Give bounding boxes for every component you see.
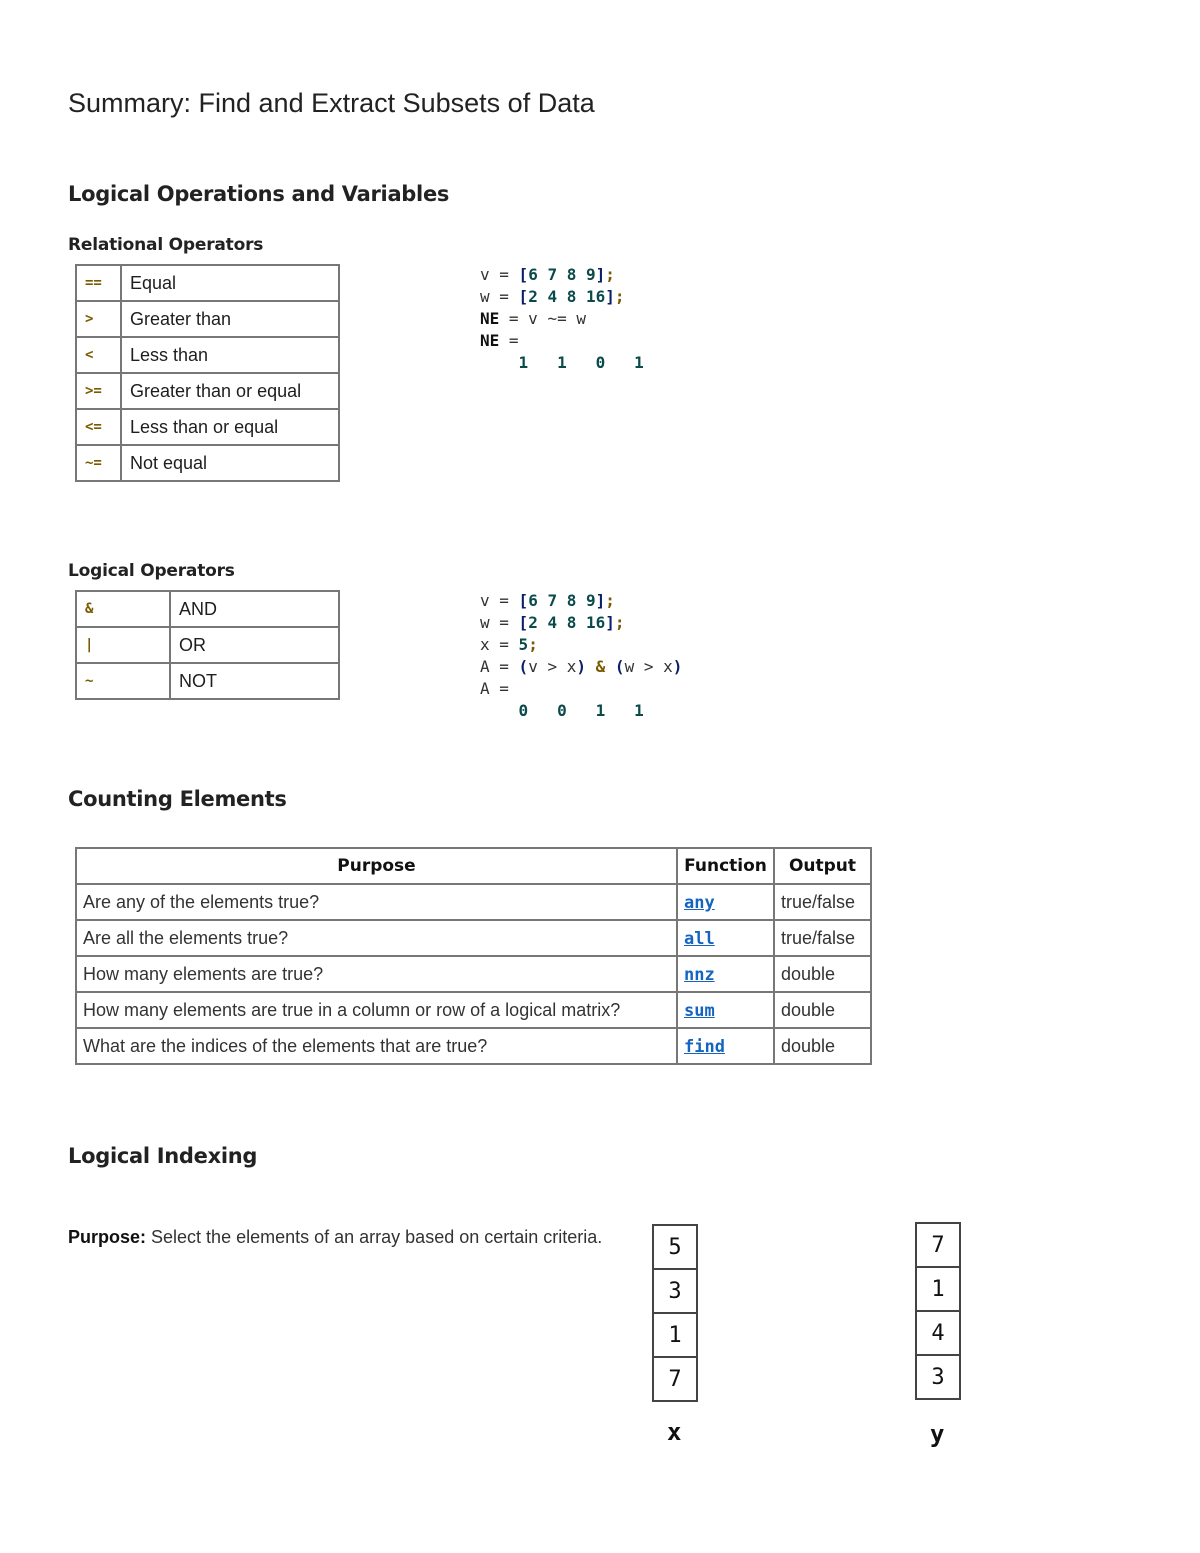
function-link-find[interactable]: find: [684, 1036, 725, 1057]
table-header-row: [76, 848, 871, 884]
section-counting-elements: Counting Elements: [68, 787, 287, 811]
array-x-cell: 5: [653, 1225, 697, 1269]
operator-symbol: &: [76, 591, 170, 627]
array-x-cell: 1: [653, 1313, 697, 1357]
table-row: [76, 956, 871, 992]
purpose-cell: Are all the elements true?: [76, 920, 677, 956]
table-row: [76, 337, 339, 373]
function-cell: [677, 1028, 774, 1064]
function-cell: [677, 884, 774, 920]
operator-symbol: ~=: [76, 445, 121, 481]
table-row: [76, 1028, 871, 1064]
relational-operators-heading: Relational Operators: [68, 235, 264, 255]
table-row: [76, 663, 339, 699]
table-row: [76, 992, 871, 1028]
section-logical-indexing: Logical Indexing: [68, 1144, 258, 1168]
array-x-cell: 3: [653, 1269, 697, 1313]
table-row: [76, 445, 339, 481]
output-cell: double: [774, 1028, 871, 1064]
relational-operators-table: [75, 264, 340, 482]
operator-symbol: ~: [76, 663, 170, 699]
output-cell: true/false: [774, 884, 871, 920]
array-y-label: y: [930, 1420, 945, 1448]
array-y-cell: 3: [916, 1355, 960, 1399]
purpose-cell: Are any of the elements true?: [76, 884, 677, 920]
function-link-nnz[interactable]: nnz: [684, 964, 715, 985]
counting-elements-table: [75, 847, 872, 1065]
array-y: [915, 1222, 961, 1400]
output-cell: true/false: [774, 920, 871, 956]
page-title: Summary: Find and Extract Subsets of Data: [68, 88, 595, 118]
purpose-description: Select the elements of an array based on certain criteria.: [151, 1227, 603, 1247]
operator-symbol: ==: [76, 265, 121, 301]
table-row: [76, 265, 339, 301]
purpose-cell: What are the indices of the elements that are true?: [76, 1028, 677, 1064]
operator-desc: NOT: [170, 663, 339, 699]
array-y-cell: 1: [916, 1267, 960, 1311]
operator-symbol: >=: [76, 373, 121, 409]
operator-desc: Less than: [121, 337, 339, 373]
function-cell: [677, 956, 774, 992]
purpose-label: Purpose:: [68, 1227, 147, 1247]
relational-code-example: v = [6 7 8 9]; w = [2 4 8 16]; NE = v ~= w NE = 1 1 0 1: [480, 265, 644, 372]
array-y-cell: 4: [916, 1311, 960, 1355]
table-row: [76, 409, 339, 445]
purpose-cell: How many elements are true?: [76, 956, 677, 992]
operator-desc: Greater than: [121, 301, 339, 337]
table-row: [76, 884, 871, 920]
array-y-cell: 7: [916, 1223, 960, 1267]
operator-desc: OR: [170, 627, 339, 663]
table-row: [76, 301, 339, 337]
purpose-cell: How many elements are true in a column or row of a logical matrix?: [76, 992, 677, 1028]
array-x: [652, 1224, 698, 1402]
array-x-label: x: [667, 1418, 682, 1446]
array-x-cell: 7: [653, 1357, 697, 1401]
function-cell: [677, 992, 774, 1028]
output-cell: double: [774, 992, 871, 1028]
operator-desc: AND: [170, 591, 339, 627]
column-header-output: Output: [774, 848, 871, 884]
table-row: [76, 591, 339, 627]
table-row: [76, 627, 339, 663]
function-link-all[interactable]: all: [684, 928, 715, 949]
operator-desc: Less than or equal: [121, 409, 339, 445]
function-link-any[interactable]: any: [684, 892, 715, 913]
table-row: [76, 920, 871, 956]
output-cell: double: [774, 956, 871, 992]
operator-desc: Equal: [121, 265, 339, 301]
operator-desc: Not equal: [121, 445, 339, 481]
operator-symbol: |: [76, 627, 170, 663]
operator-symbol: <=: [76, 409, 121, 445]
column-header-purpose: Purpose: [76, 848, 677, 884]
function-cell: [677, 920, 774, 956]
section-logical-ops-vars: Logical Operations and Variables: [68, 182, 450, 206]
logical-operators-table: [75, 590, 340, 700]
operator-desc: Greater than or equal: [121, 373, 339, 409]
column-header-function: Function: [677, 848, 774, 884]
function-link-sum[interactable]: sum: [684, 1000, 715, 1021]
logical-code-example: v = [6 7 8 9]; w = [2 4 8 16]; x = 5; A = (v > x) & (w > x) A = 0 0 1 1: [480, 591, 683, 720]
table-row: [76, 373, 339, 409]
operator-symbol: <: [76, 337, 121, 373]
indexing-purpose: [68, 1226, 608, 1248]
logical-operators-heading: Logical Operators: [68, 561, 235, 581]
operator-symbol: >: [76, 301, 121, 337]
